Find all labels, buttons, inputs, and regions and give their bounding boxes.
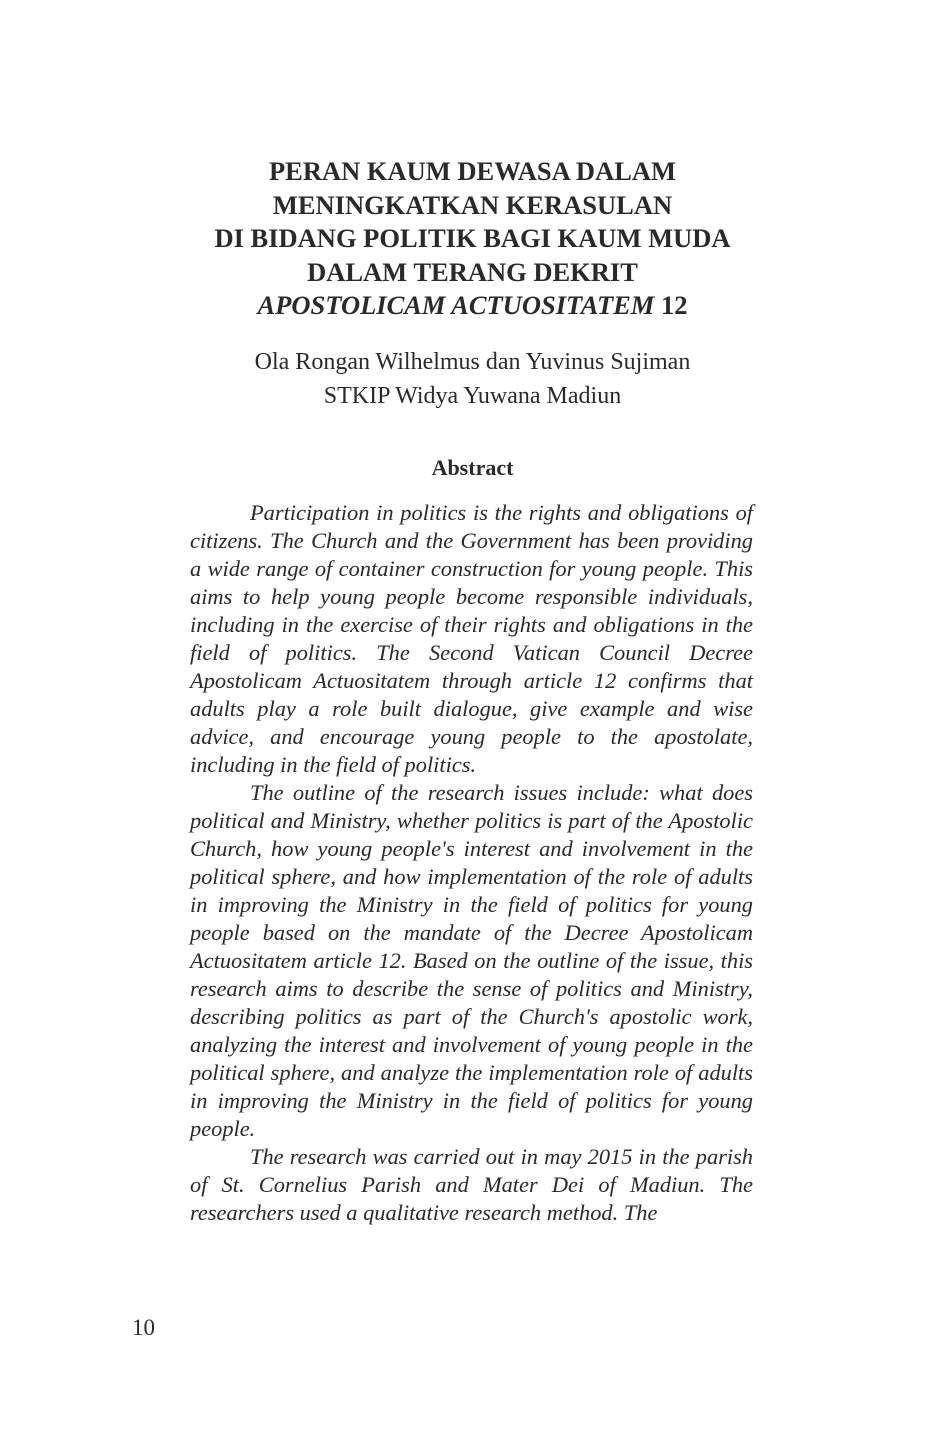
abstract-paragraph: The outline of the research issues include: what does political and Ministry, whether politics is part of the Apostolic Church, how young people's interest and involvement in the political sphere, and how implementation of the role of adults in improving the Ministry in the field of politics for young people based on the mandate of the Decree Apostolicam Actuositatem article 12. Based on the outline of the issue, this research aims to describe the sense of politics and Ministry, describing politics as part of the Church's apostolic work, analyzing the interest and involvement of young people in the political sphere, and analyze the implementation role of adults in improving the Ministry in the field of politics for young people. [190, 780, 753, 1141]
abstract-paragraph: The research was carried out in may 2015 in the parish of St. Cornelius Parish and Mater Dei of Madiun. The researchers used a qualitative research method. The [190, 1144, 753, 1225]
title-line-4: DALAM TERANG DEKRIT [307, 256, 638, 287]
author-names: Ola Rongan Wilhelmus dan Yuvinus Sujiman [254, 349, 691, 375]
title-line-1: PERAN KAUM DEWASA DALAM [268, 156, 677, 186]
abstract-paragraph: Participation in politics is the rights and obligations of citizens. The Church and the Government has been providing a wide range of container construction for young people. This aims to help young people become responsible individuals, including in the exercise of their rights and obligations in the field of politics. The Second Vatican Council Decree Apostolicam Actuositatem through article 12 confirms that adults play a role built dialogue, give example and wise advice, and encourage young people to the apostolate, including in the field of politics. [190, 500, 753, 777]
title-line-3: DI BIDANG POLITIK BAGI KAUM MUDA [214, 223, 731, 253]
title-line-2: MENINGKATKAN KERASULAN [272, 189, 673, 220]
author-affiliation: STKIP Widya Yuwana Madiun [323, 383, 622, 409]
author-block [150, 345, 795, 413]
abstract-body [190, 499, 753, 1227]
abstract-heading: Abstract [431, 455, 514, 480]
article-title [150, 155, 795, 323]
title-article-number: 12 [654, 290, 688, 320]
page-number: 10 [132, 1315, 155, 1340]
title-line-5 [150, 289, 795, 323]
title-decree-name: APOSTOLICAM ACTUOSITATEM [257, 290, 655, 320]
